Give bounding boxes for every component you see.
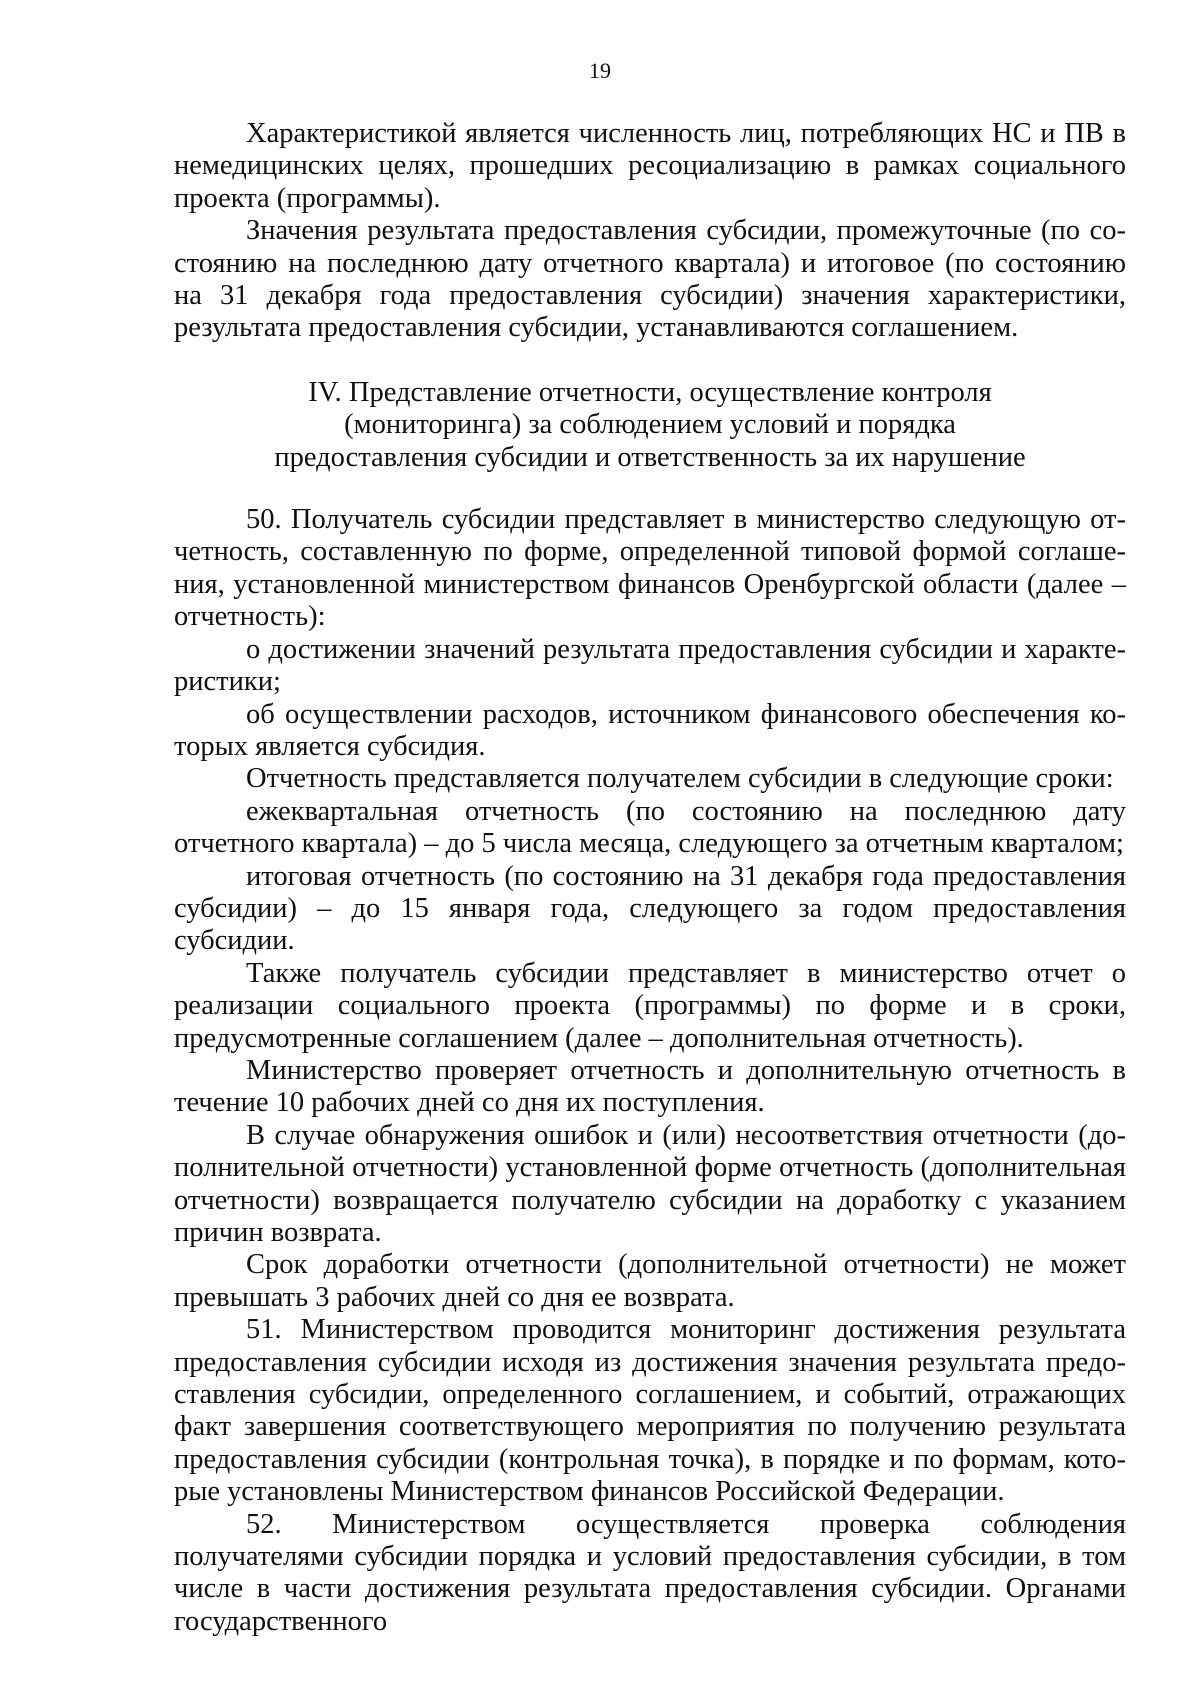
paragraph-report-deadlines: Отчетность представляется получателем субсидии в следующие сроки: — [246, 763, 1114, 795]
paragraph-report-expenses: об осуществлении расходов, источником финансового обеспечения которых является субсидия. — [174, 698, 1126, 762]
section-heading-line: (мониторинга) за соблюдением условий и порядка — [344, 409, 956, 441]
paragraph-quarterly-report: ежеквартальная отчетность (по состоянию на последнюю дату отчетного квартала) – до 5 числа месяца, следующего за отчетным кварталом; — [174, 795, 1126, 860]
section-heading-line: IV. Представление отчетности, осуществление контроля — [308, 376, 992, 408]
paragraph-characteristic: Характеристикой является численность лиц, потребляющих НС и ПВ в немедицинских целях, прошедших ресоциализацию в рамках социального проекта (программы). — [174, 118, 1126, 214]
page-number: 19 — [589, 58, 611, 83]
paragraph-report-results: о достижении значений результата предоставления субсидии и характеристики; — [174, 633, 1126, 698]
paragraph-final-report: итоговая отчетность (по состоянию на 31 декабря года предоставления субсидии) – до 15 января года, следующего за годом предоставления субсидии. — [174, 860, 1126, 957]
paragraph-additional-report: Также получатель субсидии представляет в министерство отчет о реализации социального проекта (программы) по форме и в сроки, предусмотренные соглашением (далее – дополнительная отчетность). — [174, 957, 1126, 1054]
document-body — [174, 118, 1126, 1638]
paragraph-result-values: Значения результата предоставления субсидии, промежуточные (по состоянию на последнюю дату отчетного квартала) и итоговое (по состоянию на 31 декабря года предоставления субсидии) значения характеристики, результата предоставления субсидии, устанавливаются соглашением. — [174, 215, 1126, 344]
paragraph-51: 51. Министерством проводится мониторинг достижения результата предоставления субсидии исходя из достижения значения результата предоставления субсидии, определенного соглашением, и событий, отражающих факт завершения соответствующего мероприятия по получению результата предоставления субсидии (контрольная точка), в порядке и по формам, которые установлены Министерством финансов Российской Федерации. — [174, 1314, 1126, 1508]
paragraph-ministry-check: Министерство проверяет отчетность и дополнительную отчетность в течение 10 рабочих дней со дня их поступления. — [174, 1054, 1126, 1119]
paragraph-52: 52. Министерством осуществляется проверка соблюдения получателями субсидии порядка и условий предоставления субсидии, в том числе в части достижения результата предоставления субсидии. Органами государственного — [174, 1508, 1126, 1637]
paragraph-errors: В случае обнаружения ошибок и (или) несоответствия отчетности (дополнительной отчетности) установленной форме отчетность (дополнительная отчетности) возвращается получателю субсидии на доработку с указанием причин возврата. — [174, 1119, 1126, 1248]
paragraph-revision-term: Срок доработки отчетности (дополнительной отчетности) не может превышать 3 рабочих дней со дня ее возврата. — [174, 1249, 1126, 1313]
paragraph-50: 50. Получатель субсидии представляет в министерство следующую отчетность, составленную по форме, определенной типовой формой соглашения, установленной министерством финансов Оренбургской области (далее – отчетность): — [174, 504, 1126, 633]
section-heading — [174, 377, 1126, 474]
section-heading-line: предоставления субсидии и ответственность за их нарушение — [274, 441, 1026, 473]
